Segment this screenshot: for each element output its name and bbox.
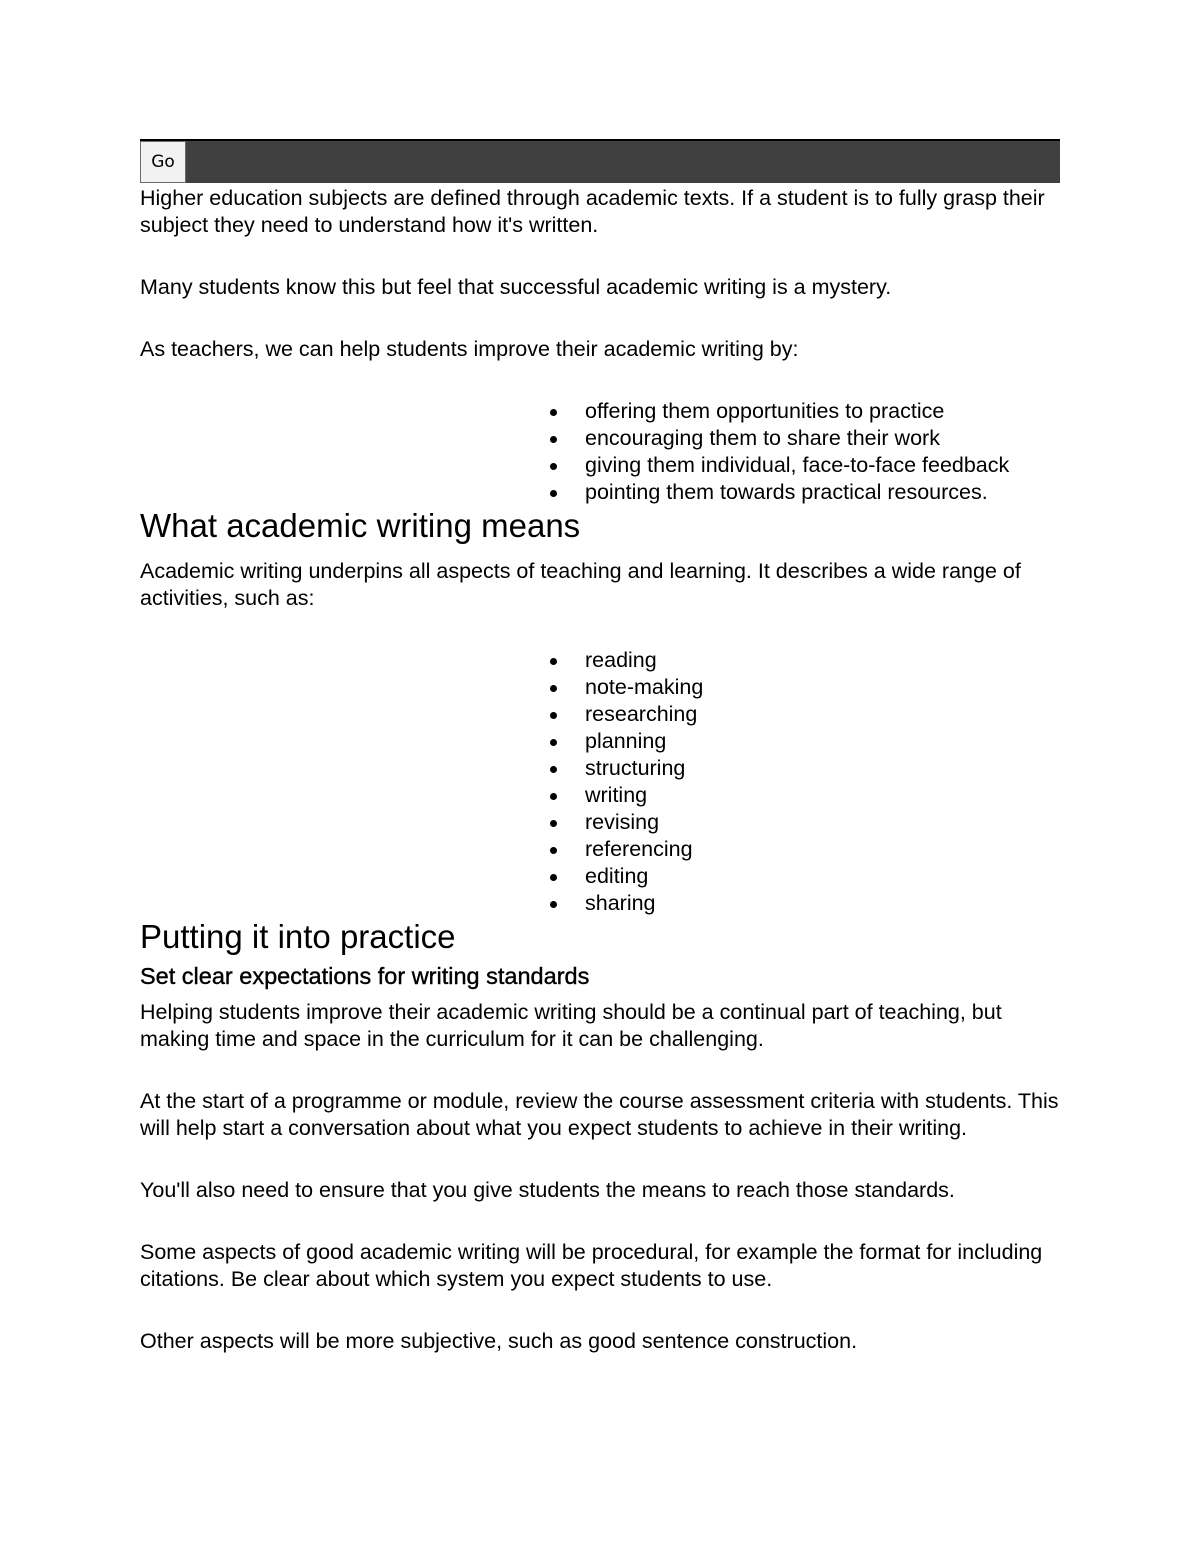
list-item: encouraging them to share their work [548, 425, 1060, 452]
activities-list [140, 647, 1060, 917]
list-item: editing [548, 863, 1060, 890]
practice-paragraph-1: Helping students improve their academic writing should be a continual part of teaching, but making time and space in the curriculum for it can be challenging. [140, 1000, 1002, 1051]
document-page [140, 139, 1060, 1355]
toolbar-bar [140, 139, 1060, 183]
heading-putting-it-into-practice: Putting it into practice [140, 918, 456, 955]
intro-paragraph-2: Many students know this but feel that successful academic writing is a mystery. [140, 275, 892, 299]
practice-paragraph-3: You'll also need to ensure that you give students the means to reach those standards. [140, 1178, 955, 1202]
intro-paragraph-3: As teachers, we can help students improve their academic writing by: [140, 337, 799, 361]
list-item: offering them opportunities to practice [548, 398, 1060, 425]
list-item: researching [548, 701, 1060, 728]
list-item: structuring [548, 755, 1060, 782]
practice-paragraph-5: Other aspects will be more subjective, such as good sentence construction. [140, 1329, 858, 1353]
list-item: sharing [548, 890, 1060, 917]
list-item: writing [548, 782, 1060, 809]
list-item: referencing [548, 836, 1060, 863]
teacher-actions-list [140, 398, 1060, 506]
list-item: note-making [548, 674, 1060, 701]
practice-paragraph-2: At the start of a programme or module, review the course assessment criteria with students. This will help start a conversation about what you expect students to achieve in their writing. [140, 1089, 1059, 1140]
list-item: reading [548, 647, 1060, 674]
practice-paragraph-4: Some aspects of good academic writing will be procedural, for example the format for including citations. Be clear about which system you expect students to use. [140, 1240, 1043, 1291]
heading-what-academic-writing-means: What academic writing means [140, 507, 581, 544]
subheading-set-clear-expectations: Set clear expectations for writing standards [140, 963, 590, 989]
list-item: pointing them towards practical resources. [548, 479, 1060, 506]
list-item: revising [548, 809, 1060, 836]
meaning-paragraph: Academic writing underpins all aspects of teaching and learning. It describes a wide range of activities, such as: [140, 559, 1021, 610]
intro-paragraph-1: Higher education subjects are defined through academic texts. If a student is to fully grasp their subject they need to understand how it's written. [140, 186, 1045, 237]
list-item: giving them individual, face-to-face feedback [548, 452, 1060, 479]
go-button[interactable]: Go [140, 141, 186, 183]
list-item: planning [548, 728, 1060, 755]
